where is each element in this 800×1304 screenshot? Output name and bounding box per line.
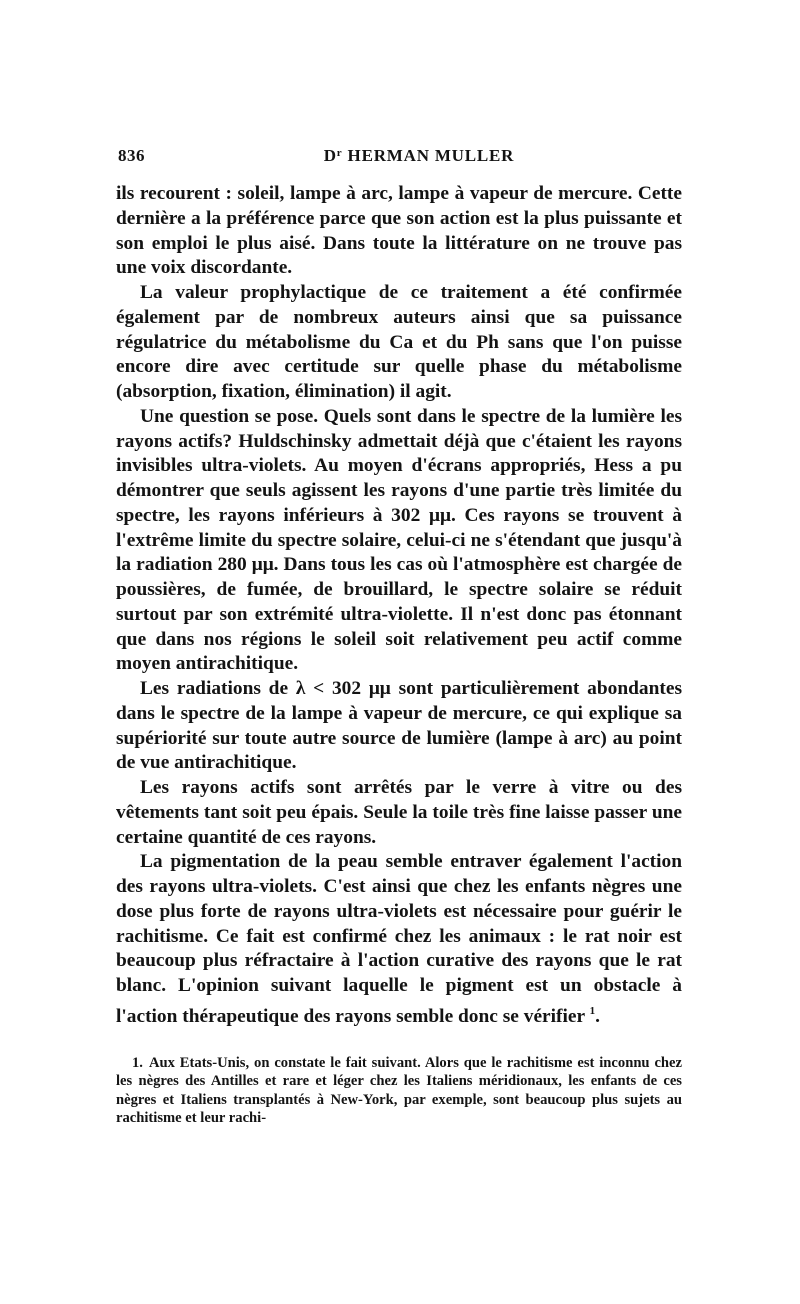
- paragraph-continuation: ils recourent : soleil, lampe à arc, lampe à vapeur de mercure. Cette dernière a la préférence parce que son action est la plus puissante et son emploi le plus aisé. Dans toute la littérature on ne trouve pas une voix discordante.: [116, 183, 682, 279]
- running-head-prefix: D: [323, 146, 337, 165]
- paragraph-mercury-lamp: Les radiations de λ < 302 μμ sont particulièrement abondantes dans le spectre de la lampe à vapeur de mercure, ce qui explique sa supériorité sur toute autre source de lumière (lampe à arc) au point de vue antirachitique.: [116, 678, 682, 774]
- page-header: [116, 146, 682, 172]
- footnote-reference: 1: [589, 1004, 596, 1017]
- book-page: [116, 146, 682, 1128]
- paragraph-pigmentation-text: La pigmentation de la peau semble entraver également l'action des rayons ultra-violets. C'est ainsi que chez les enfants nègres une dose plus forte de rayons ultra-violets est nécessaire pour guérir le rachitisme. Ce fait est confirmé chez les animaux : le rat noir est beaucoup plus réfractaire à l'action curative des rayons que le rat blanc. L'opinion suivant laquelle le pigment est un obstacle à l'action thérapeutique des rayons semble donc se vérifier: [116, 851, 682, 1027]
- page-number: 836: [118, 146, 145, 165]
- paragraph-prophylaxis: La valeur prophylactique de ce traitement a été confirmée également par de nombreux auteurs ainsi que sa puissance régulatrice du métabolisme du Ca et du Ph sans que l'on puisse encore dire avec certitude sur quelle phase du métabolisme (absorption, fixation, élimination) il agit.: [116, 282, 682, 402]
- paragraph-glass-filter: Les rayons actifs sont arrêtés par le verre à vitre ou des vêtements tant soit peu épais. Seule la toile très fine laisse passer une certaine quantité de ces rayons.: [116, 777, 682, 848]
- running-head: [116, 146, 682, 166]
- paragraph-active-rays: Une question se pose. Quels sont dans le spectre de la lumière les rayons actifs? Huldschinsky admettait déjà que c'étaient les rayons invisibles ultra-violets. Au moyen d'écrans appropriés, Hess a pu démontrer que seuls agissent les rayons d'une partie très limitée du spectre, les rayons inférieurs à 302 μμ. Ces rayons se trouvent à l'extrême limite du spectre solaire, celui-ci ne s'étendant que jusqu'à la radiation 280 μμ. Dans tous les cas où l'atmosphère est chargée de poussières, de fumée, de brouillard, le spectre solaire se réduit surtout par son extrémité ultra-violette. Il n'est donc pas étonnant que dans nos régions le soleil soit relativement peu actif comme moyen antirachitique.: [116, 405, 682, 675]
- running-head-sup: r: [336, 147, 343, 159]
- footnote: [116, 1054, 682, 1128]
- running-head-name: HERMAN MULLER: [347, 146, 515, 165]
- paragraph-pigmentation: [116, 850, 682, 1029]
- footnote-paragraph: [116, 1054, 682, 1128]
- final-period: .: [595, 1005, 600, 1027]
- footnote-text: Aux Etats-Unis, on constate le fait suivant. Alors que le rachitisme est inconnu chez les nègres des Antilles et rare et léger chez les Italiens méridionaux, les enfants de ces nègres et Italiens transplantés à New-York, par exemple, sont beaucoup plus sujets au rachitisme et leur rachi-: [116, 1054, 682, 1126]
- body-text: [116, 182, 682, 1030]
- footnote-marker: 1.: [132, 1054, 143, 1071]
